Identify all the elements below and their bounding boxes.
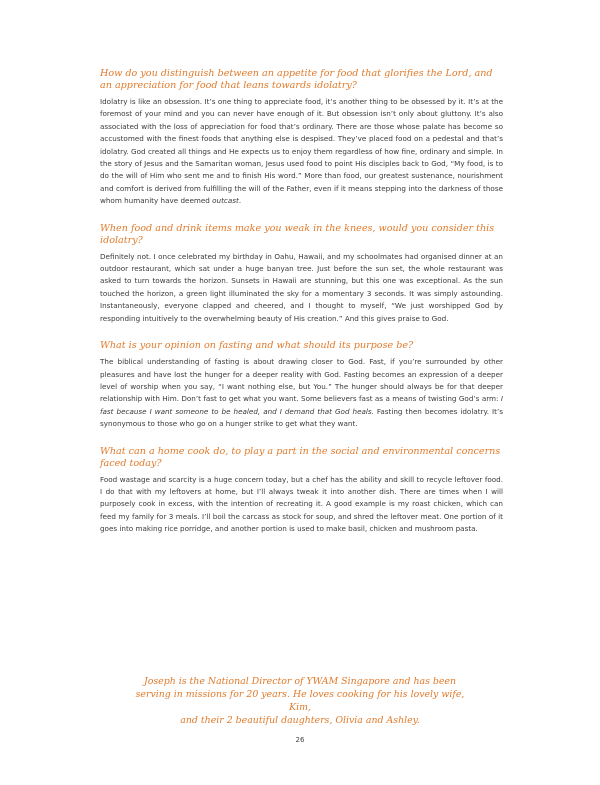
answer-text-end: . bbox=[238, 196, 242, 206]
qa-section-2 bbox=[100, 223, 503, 325]
author-bio bbox=[130, 675, 470, 727]
bio-line: and their 2 beautiful daughters, Olivia and Ashley. bbox=[180, 715, 420, 726]
answer-text-end: Fasting then becomes idolatry. It’s synonymous to those who go on a hunger strike to get what they want. bbox=[100, 406, 503, 429]
question-heading: What is your opinion on fasting and what should its purpose be? bbox=[100, 340, 414, 352]
bio-line: Joseph is the National Director of YWAM Singapore and has been bbox=[143, 676, 457, 687]
answer-text: Idolatry is like an obsession. It’s one thing to appreciate food, it’s another thing to be obsessed by it. It’s at the foremost of your mind and you can never have enough of it. But obsession isn’t only about gluttony. It’s also associated with the loss of appreciation for food that’s ordinary. There are those whose palate has become so accustomed with the finest foods that anything else is despised. They’ve placed food on a pedestal and that’s idolatry. God created all things and He expects us to enjoy them regardless of how fine, ordinary and simple. In the story of Jesus and the Samaritan woman, Jesus used food to point His disciples back to God, “My food, is to do the will of Him who sent me and to finish His word.” More than food, our greatest sustenance, nourishment and comfort is derived from fulfilling the will of the Father, even if it means stepping into the darkness of those whom humanity have deemed bbox=[100, 97, 503, 206]
qa-section-3 bbox=[100, 340, 503, 430]
qa-section-4 bbox=[100, 446, 503, 536]
interview-content bbox=[100, 68, 503, 551]
question-heading: What can a home cook do, to play a part in the social and environmental concerns faced today? bbox=[100, 445, 501, 469]
answer-paragraph: Food wastage and scarcity is a huge concern today, but a chef has the ability and skill to recycle leftover food. I do that with my leftovers at home, but I’ll always tweak it into another dish. There are times when I will purposely cook in excess, with the intention of recreating it. A good example is my roast chicken, which can feed my family for 3 meals. I’ll boil the carcass as stock for soup, and shred the leftover meat. One portion of it goes into making rice porridge, and another portion is used to make basil, chicken and mushroom pasta. bbox=[100, 474, 503, 534]
answer-paragraph bbox=[100, 96, 503, 208]
bio-line: serving in missions for 20 years. He loves cooking for his lovely wife, Kim, bbox=[135, 689, 465, 713]
answer-paragraph: Definitely not. I once celebrated my birthday in Oahu, Hawaii, and my schoolmates had organised dinner at an outdoor restaurant, which sat under a huge banyan tree. Just before the sun set, the whole restaurant was asked to turn towards the horizon. Sunsets in Hawaii are stunning, but this one was exceptional. As the sun touched the horizon, a green light illuminated the sky for a momentary 3 seconds. It was simply astounding. Instantaneously, everyone clapped and cheered, and I thought to myself, “We just worshipped God by responding intuitively to the overwhelming beauty of His creation.” And this gives praise to God. bbox=[100, 251, 503, 323]
answer-paragraph bbox=[100, 356, 503, 430]
answer-text: The biblical understanding of fasting is about drawing closer to God. Fast, if you’re surrounded by other pleasures and have lost the hunger for a deeper reality with God. Fasting becomes an expression of a deeper level of worship when you say, “I want nothing else, but You.” The hunger should always be for that deeper relationship with Him. Don’t fast to get what you want. Some believers fast as a means of twisting God’s arm: bbox=[100, 357, 503, 404]
page-number: 26 bbox=[295, 736, 305, 744]
answer-emphasis: outcast bbox=[212, 196, 239, 206]
question-heading: When food and drink items make you weak in the knees, would you consider this idolatry? bbox=[100, 222, 495, 246]
qa-section-1 bbox=[100, 68, 503, 208]
question-heading: How do you distinguish between an appetite for food that glorifies the Lord, and an appreciation for food that leans towards idolatry? bbox=[100, 68, 493, 91]
answer-emphasis: I fast because I want someone to be healed, and I demand that God heals. bbox=[100, 394, 503, 416]
